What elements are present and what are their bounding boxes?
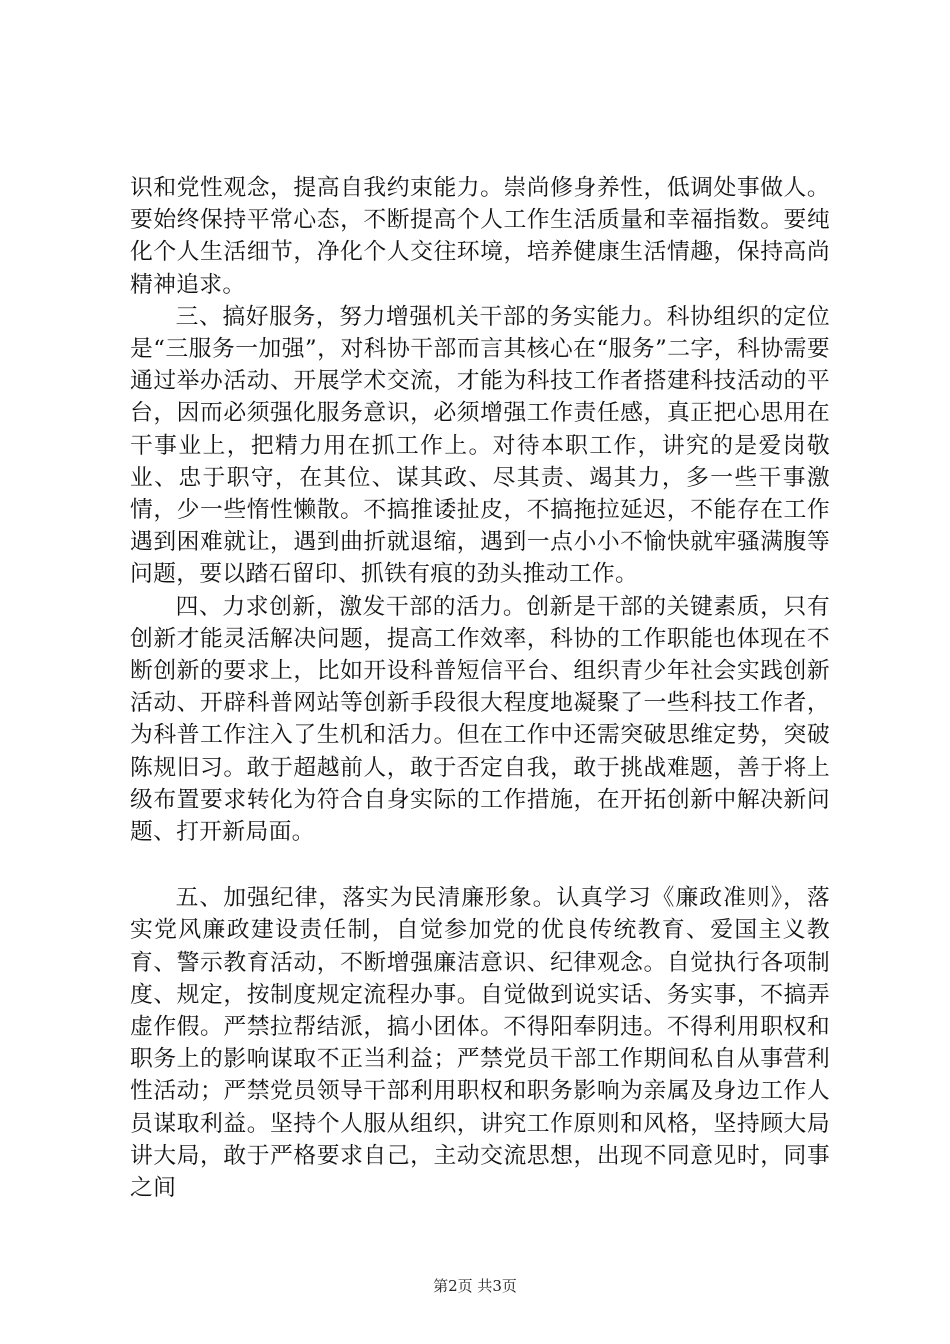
paragraph-section-4: 四、力求创新，激发干部的活力。创新是干部的关键素质，只有创新才能灵活解决问题，提高工作效率，科协的工作职能也体现在不断创新的要求上，比如开设科普短信平台、组织青少年社会实践创新活动、开辟科普网站等创新手段很大程度地凝聚了一些科技工作者，为科普工作注入了生机和活力。但在工作中还需突破思维定势，突破陈规旧习。敢于超越前人，敢于否定自我，敢于挑战难题，善于将上级布置要求转化为符合自身实际的工作措施，在开拓创新中解决新问题、打开新局面。 [130, 593, 830, 846]
paragraph-section-3: 三、搞好服务，努力增强机关干部的务实能力。科协组织的定位是“三服务一加强”，对科协干部而言其核心在“服务”二字，科协需要通过举办活动、开展学术交流，才能为科技工作者搭建科技活动的平台，因而必须强化服务意识，必须增强工作责任感，真正把心思用在干事业上，把精力用在抓工作上。对待本职工作，讲究的是爱岗敬业、忠于职守，在其位、谋其政、尽其责、竭其力，多一些干事激情，少一些惰性懒散。不搞推诿扯皮，不搞拖拉延迟，不能存在工作遇到困难就让，遇到曲折就退缩，遇到一点小小不愉快就牢骚满腹等问题，要以踏石留印、抓铁有痕的劲头推动工作。 [130, 303, 830, 588]
paragraph-section-5: 五、加强纪律，落实为民清廉形象。认真学习《廉政准则》，落实党风廉政建设责任制，自觉参加党的优良传统教育、爱国主义教育、警示教育活动，不断增强廉洁意识、纪律观念。自觉执行各项制度、规定，按制度规定流程办事。自觉做到说实话、务实事，不搞弄虚作假。严禁拉帮结派，搞小团体。不得阳奉阴违。不得利用职权和职务上的影响谋取不正当利益；严禁党员干部工作期间私自从事营利性活动；严禁党员领导干部利用职权和职务影响为亲属及身边工作人员谋取利益。坚持个人服从组织，讲究工作原则和风格，坚持顾大局讲大局，敢于严格要求自己，主动交流思想，出现不同意见时，同事之间 [130, 885, 830, 1202]
paragraph-continuation: 识和党性观念，提高自我约束能力。崇尚修身养性，低调处事做人。要始终保持平常心态，不断提高个人工作生活质量和幸福指数。要纯化个人生活细节，净化个人交往环境，培养健康生活情趣，保持高尚精神追求。 [130, 175, 830, 298]
document-body [130, 172, 830, 1204]
page-footer: 第2页 共3页 [433, 1277, 517, 1295]
